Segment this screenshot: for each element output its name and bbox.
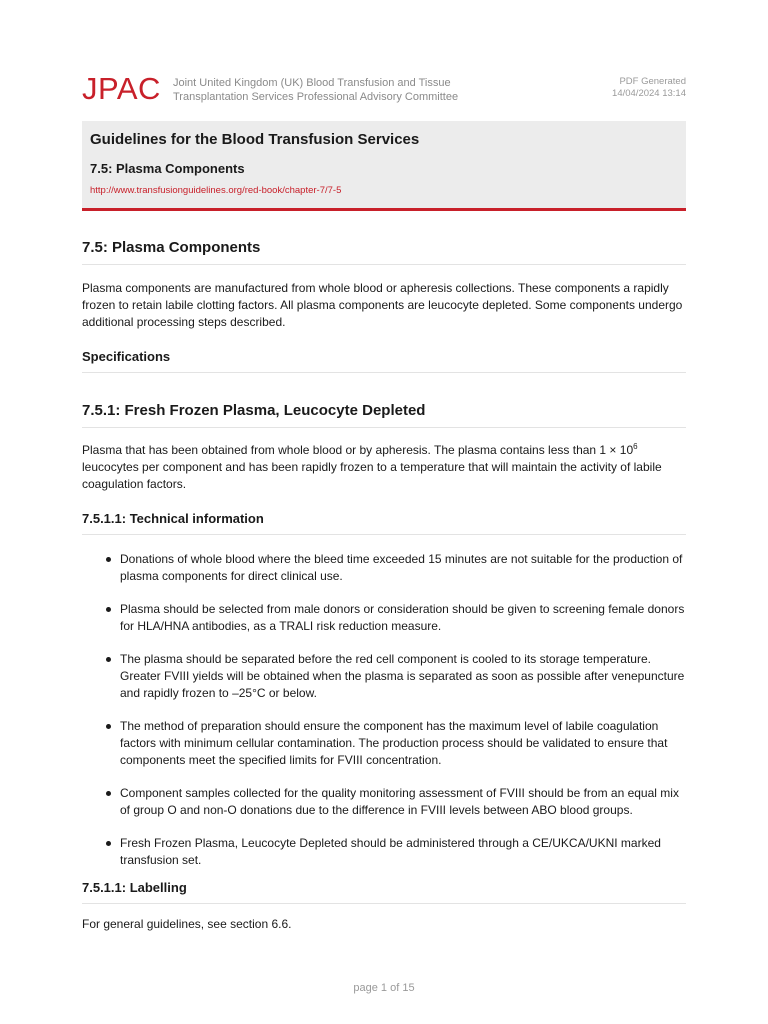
description-exponent: 6 (633, 442, 638, 451)
technical-information-heading: 7.5.1.1: Technical information (82, 510, 686, 535)
document-subtitle: 7.5: Plasma Components (90, 161, 245, 176)
main-content (82, 238, 686, 933)
document-title: Guidelines for the Blood Transfusion Services (90, 131, 420, 148)
specifications-heading: Specifications (82, 348, 686, 373)
section-heading: 7.5: Plasma Components (82, 238, 686, 265)
jpac-logo: JPAC (82, 71, 161, 106)
description-part-2: leucocytes per component and has been rapidly frozen to a temperature that will maintain the activity of labile coagulation factors. (82, 460, 662, 491)
labelling-text: For general guidelines, see section 6.6. (82, 917, 292, 931)
document-title-box (82, 121, 686, 208)
list-item: Donations of whole blood where the bleed time exceeded 15 minutes are not suitable for the production of plasma components for direct clinical use. (82, 551, 686, 585)
pdf-generated-info (612, 76, 686, 100)
list-item: The method of preparation should ensure the component has the maximum level of labile coagulation factors with minimum cellular contamination. The production process should be validated to ensure that components meet the specified limits for FVIII concentration. (82, 718, 686, 769)
source-url-link[interactable]: http://www.transfusionguidelines.org/red-book/chapter-7/7-5 (90, 185, 342, 196)
page-number: page 1 of 15 (353, 982, 415, 994)
list-item: Plasma should be selected from male donors or consideration should be given to screening female donors for HLA/HNA antibodies, as a TRALI risk reduction measure. (82, 601, 686, 635)
list-item: Component samples collected for the quality monitoring assessment of FVIII should be from an equal mix of group O and non-O donations due to the difference in FVIII levels between ABO blood groups. (82, 785, 686, 819)
description-part-1: Plasma that has been obtained from whole blood or by apheresis. The plasma contains less than 1 × 10 (82, 443, 634, 457)
list-item: Fresh Frozen Plasma, Leucocyte Depleted should be administered through a CE/UKCA/UKNI marked transfusion set. (82, 835, 686, 869)
organisation-name (173, 76, 458, 104)
pdf-generated-date: 14/04/2024 13:14 (612, 88, 686, 99)
pdf-generated-label: PDF Generated (619, 76, 686, 87)
org-line-2: Transplantation Services Professional Advisory Committee (173, 91, 459, 103)
org-line-1: Joint United Kingdom (UK) Blood Transfusion and Tissue (173, 77, 451, 89)
title-divider (82, 208, 686, 211)
technical-information-list (82, 551, 686, 869)
subsection-description (82, 442, 686, 493)
page-header (82, 70, 686, 110)
subsection-heading: 7.5.1: Fresh Frozen Plasma, Leucocyte Depleted (82, 401, 686, 428)
list-item: The plasma should be separated before the red cell component is cooled to its storage temperature. Greater FVIII yields will be obtained when the plasma is separated as soon as possible after venepuncture and rapidly frozen to –25°C or below. (82, 651, 686, 702)
labelling-heading: 7.5.1.1: Labelling (82, 879, 686, 904)
section-intro: Plasma components are manufactured from whole blood or apheresis collections. These components a rapidly frozen to retain labile clotting factors. All plasma components are leucocyte depleted. Some components undergo additional processing steps described. (82, 281, 683, 329)
